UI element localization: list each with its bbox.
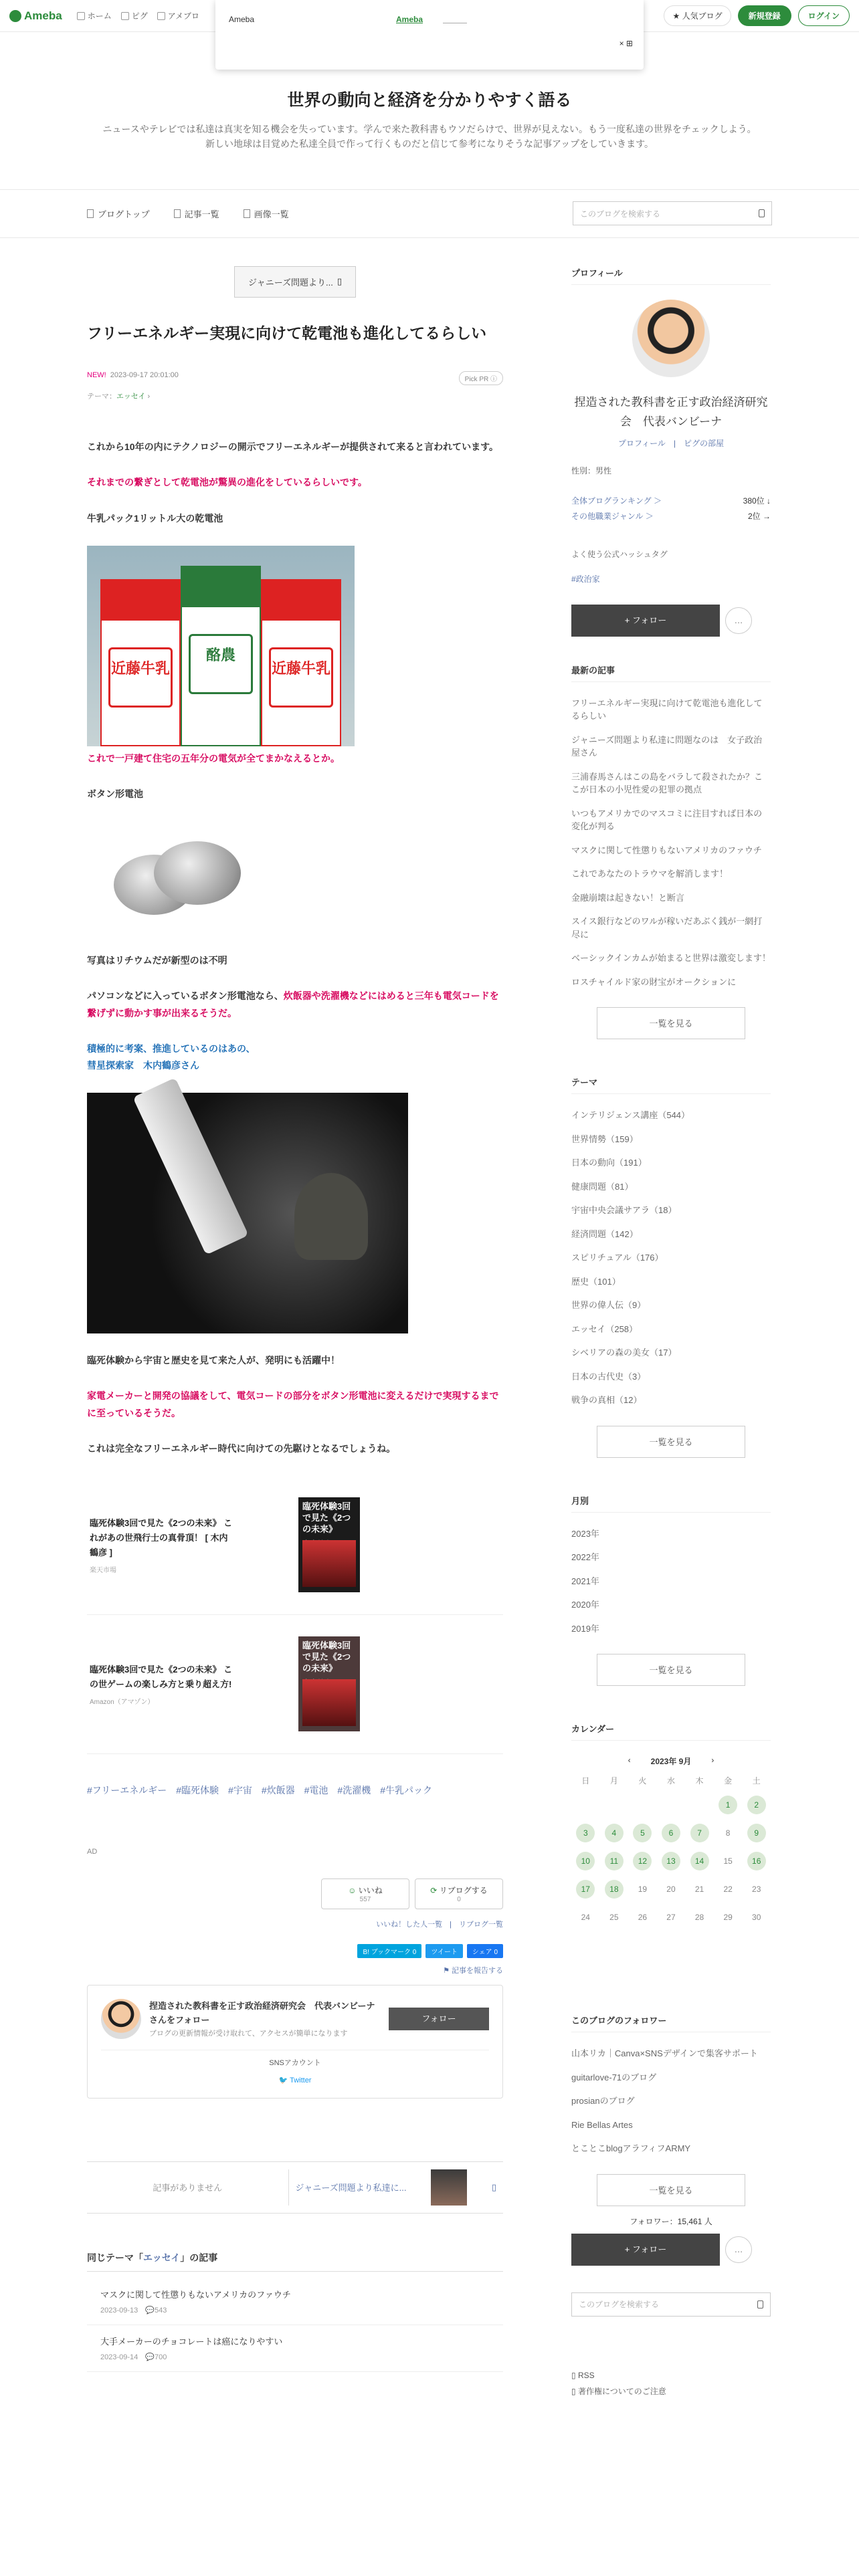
next-entry[interactable]: ジャニーズ問題より私達に... ▯	[288, 2169, 504, 2206]
hashtag-list	[87, 1784, 503, 1797]
image-caption: これで一戸建て住宅の五年分の電気が全てまかなえるとか。	[87, 752, 340, 764]
twitter-link[interactable]: 🐦 Twitter	[278, 2076, 312, 2084]
sidebar-follow-button[interactable]: + フォロー	[571, 605, 720, 637]
rss-link[interactable]: ▯ RSS	[571, 2370, 595, 2380]
list-item[interactable]: 2019年	[571, 1623, 599, 1634]
hashtag-link[interactable]: #宇宙	[228, 1784, 252, 1796]
list-item[interactable]: 山本リカ｜Canva×SNSデザインで集客サポート	[571, 2048, 758, 2059]
prev-entry: 記事がありません	[153, 2183, 223, 2193]
calendar-blank	[571, 1796, 600, 1814]
calendar-blank	[685, 1796, 714, 1814]
product-card[interactable]: 臨死体験3回で見た《2つの未来》 これがあの世飛行士の真骨頂！ [ 木内鶴彦 ] 楽天市場 臨死体験3回で見た《2つの未来》	[87, 1476, 503, 1615]
sidebar: プロフィール 捏造された教科書を正す政治経済研究会 代表バンビーナ プロフィール | ピグの部屋 性別：男性 全体ブログランキング ＞ 380位 ↓ その他職業ジャンル ＞ 2位 → よく使う公式ハッシュタグ #政治家 + フォロー … 最新の記事 フリーエネルギー実現に向けて乾電池も進化してるらしい ジャニーズ問題より私達に問題なのは 女子政治屋さん 三浦春馬さんはこの島をバラして殺されたか？ここが日本の小児性愛の犯罪の拠点 いつもアメリカでのマスコミに注目すれば日本の変化が判る マスクに関して性懲りもないアメリカのファウチ これであなたのトラウマを解消します！ 金融崩壊は起きない！と断言 スイス銀行などのワルが稼いだあぶく銭が一網打尽に ベーシックインカムが始まると世界は激変します！ ロスチャイルド家の財宝がオークションに 一覧を見る テーマ インテリジェンス講座（544） 世界情勢（159） 日本の動向（191） 健康問題（81） 宇宙中央会議サアラ（18） 経済問題（142） スピリチュアル（176） 歴史（101） 世界の偉人伝（9） エッセイ（258） シベリアの森の美女（17） 日本の古代史（3） 戦争の真相（12） 一覧を見る 月別 2023年 2022年 2021年 2020年 2019年 一覧を見る カレンダー ‹ 2023年 9月 › 日 月 火 水 木 金 土 1 2 3 4 5 6 7 8 9 10 11 12 13 14 15 16 17 18 19 20 21 22 23 24 25 26 27 28 29 30 このブログのフォロワー 山本リカ｜Canva×SNSデザインで集客サポート guitarlove-71のブログ prosianのブログ Rie Bellas Artes とことこblogアラフィフARMY 一覧を見る フォロワー：15,461 人 + フォロー … このブログを検索する ▯ RSS ▯ 著作権についてのご注意	[571, 238, 771, 2399]
list-item[interactable]: 宇宙中央会議サアラ（18）	[571, 1205, 677, 1216]
calendar-day: 28	[694, 1913, 704, 1923]
list-item[interactable]: prosianのブログ	[571, 2096, 635, 2107]
calendar-day[interactable]: 14	[690, 1852, 709, 1870]
ameba-logo[interactable]: Ameba	[9, 9, 62, 23]
chevron-right-icon: ▯	[491, 2181, 496, 2192]
page-icon	[87, 209, 94, 218]
ranking-link[interactable]: その他職業ジャンル ＞	[571, 511, 654, 521]
calendar-day[interactable]: 6	[662, 1824, 680, 1842]
person-figure	[294, 1173, 368, 1260]
blog-title[interactable]: 世界の動向と経済を分かりやすく語る	[287, 91, 572, 110]
ad-close-button[interactable]: × ⊞	[619, 39, 633, 48]
list-item[interactable]: ロスチャイルド家の財宝がオークションに	[571, 976, 737, 987]
milk-carton-battery-image[interactable]	[87, 546, 355, 746]
popular-blog-button[interactable]: ★ 人気ブログ	[664, 5, 731, 26]
list-item[interactable]: ベーシックインカムが始まると世界は激変します！	[571, 953, 771, 964]
article-meta	[87, 371, 503, 385]
tab-entry-list[interactable]: 記事一覧	[174, 207, 219, 220]
hashtag-link[interactable]: #政治家	[571, 574, 600, 584]
list-item[interactable]: 2022年	[571, 1552, 599, 1563]
paragraph: パソコンなどに入っているボタン形電池なら、炊飯器や洗濯機などにはめると三年も電気コードを繋げずに動かす事が出来るそうだ。	[87, 990, 499, 1018]
facebook-share-button[interactable]: シェア 0	[467, 1944, 503, 1958]
list-item[interactable]: マスクに関して性懲りもないアメリカのファウチ	[571, 845, 762, 855]
calendar-day[interactable]: 12	[633, 1852, 652, 1870]
copyright-link[interactable]: ▯ 著作権についてのご注意	[571, 2386, 666, 2396]
calendar-day: 8	[725, 1828, 731, 1838]
list-item[interactable]: 2020年	[571, 1600, 599, 1610]
hashtag-link[interactable]: #電池	[304, 1784, 328, 1796]
list-item[interactable]: 金融崩壊は起きない！と断言	[571, 892, 685, 903]
tweet-button[interactable]: ツイート	[425, 1944, 463, 1958]
calendar-day[interactable]: 13	[662, 1852, 680, 1870]
theme-list	[571, 1109, 771, 1407]
carton: 近藤牛乳	[100, 579, 181, 746]
calendar-prev-button[interactable]: ‹	[628, 1755, 631, 1765]
reblog-button[interactable]: ⟳ リブログする 0	[415, 1879, 503, 1909]
calendar-day: 29	[723, 1913, 733, 1923]
theme-link[interactable]: エッセイ	[116, 393, 146, 401]
more-button[interactable]: 一覧を見る	[597, 1426, 745, 1458]
telescope-tube	[132, 1078, 248, 1255]
pigg-icon	[121, 12, 129, 20]
list-item[interactable]: Rie Bellas Artes	[571, 2119, 633, 2130]
nav-pigg[interactable]: ピグ	[121, 10, 148, 21]
chevron-icon: ▯	[337, 276, 343, 287]
calendar-blank	[600, 1796, 629, 1814]
calendar-day[interactable]: 9	[747, 1824, 766, 1842]
calendar-day[interactable]: 2	[747, 1796, 766, 1814]
list-item[interactable]: 2023年	[571, 1528, 599, 1539]
like-icon: ☺	[348, 1885, 357, 1895]
hatena-bookmark-button[interactable]: B! ブックマーク 0	[357, 1944, 421, 1958]
home-icon	[77, 12, 85, 20]
same-theme-articles: 同じテーマ「エッセイ」の記事 マスクに関して性懲りもないアメリカのファウチ 2023-09-13 💬543 大手メーカーのチョコレートは癌になりやすい 2023-09-14 💬700	[87, 2251, 503, 2372]
calendar-day: 26	[638, 1913, 648, 1923]
theme-nav-button[interactable]: ジャニーズ問題より... ▯	[234, 266, 356, 298]
ranking-link[interactable]: 全体ブログランキング ＞	[571, 496, 662, 506]
hashtag-link[interactable]: #牛乳パック	[380, 1784, 433, 1796]
list-item[interactable]: 世界情勢（159）	[571, 1134, 638, 1144]
paragraph: 臨死体験から宇宙と歴史を見て来た人が、発明にも活躍中！	[87, 1355, 340, 1366]
coin-cell	[154, 841, 241, 905]
calendar-day: 23	[752, 1885, 761, 1895]
list-icon	[174, 209, 181, 218]
calendar-day: 22	[723, 1885, 733, 1895]
article-main	[87, 238, 503, 2399]
paragraph: ボタン形電池	[87, 788, 143, 800]
list-item[interactable]: 日本の古代史（3）	[571, 1371, 646, 1382]
calendar-day: 27	[666, 1913, 676, 1923]
list-item[interactable]: マスクに関して性懲りもないアメリカのファウチ 2023-09-13 💬543	[87, 2278, 503, 2325]
calendar-day: 15	[723, 1856, 733, 1866]
like-reblog-links[interactable]: いいね！した人一覧 | リブログ一覧	[376, 1920, 503, 1929]
article-theme: テーマ：エッセイ ›	[87, 393, 151, 401]
paragraph: 家電メーカーと開発の協議をして、電気コードの部分をボタン形電池に変えるだけで実現するまでに至っているそうだ。	[87, 1390, 499, 1418]
list-item[interactable]: 経済問題（142）	[571, 1228, 638, 1239]
list-item[interactable]: フリーエネルギー実現に向けて乾電池も進化してるらしい	[571, 697, 763, 722]
blog-tabs	[0, 190, 859, 238]
calendar-day: 30	[752, 1913, 761, 1923]
list-item[interactable]: シベリアの森の美女（17）	[571, 1348, 677, 1358]
tab-blog-top[interactable]: ブログトップ	[87, 207, 150, 220]
paragraph: これは完全なフリーエネルギー時代に向けての先駆けとなるでしょうね。	[87, 1442, 396, 1454]
report-link[interactable]: ⚑ 記事を報告する	[443, 1966, 503, 1975]
article-title[interactable]: フリーエネルギー実現に向けて乾電池も進化してるらしい	[87, 324, 487, 342]
month-list	[571, 1527, 771, 1636]
rss-icon: ▯	[571, 2370, 576, 2380]
list-item[interactable]: いつもアメリカでのマスコミに注目すれば日本の変化が判る	[571, 808, 763, 832]
calendar-grid: 日 月 火 水 木 金 土 1 2 3 4 5 6 7 8 9 10 11 12 13 14 15 16 17 18 19 20 21 22 23 24 25 26 27 28 29 30	[571, 1775, 771, 1927]
login-button[interactable]: ログイン	[798, 5, 850, 26]
image-icon	[244, 209, 250, 218]
hashtag-link[interactable]: #臨死体験	[176, 1784, 219, 1796]
hashtag-link[interactable]: #フリーエネルギー	[87, 1784, 167, 1796]
list-item[interactable]: 大手メーカーのチョコレートは癌になりやすい 2023-09-14 💬700	[87, 2325, 503, 2372]
pickpr-badge[interactable]: Pick PR ⓘ	[459, 371, 503, 385]
article-date: 2023-09-17 20:01:00	[110, 371, 179, 380]
list-item[interactable]: インテリジェンス講座（544）	[571, 1110, 690, 1121]
calendar-day: 20	[666, 1885, 676, 1895]
paragraph: 写真はリチウムだが新型のは不明	[87, 955, 227, 966]
new-badge: NEW!	[87, 371, 106, 380]
blog-description-1: ニュースやテレビでは私達は真実を知る機会を失っています。学んで来た教科書もウソだらけで、世界が見えない。もう一度私達の世界をチェックしよう。	[102, 124, 757, 134]
calendar-day[interactable]: 17	[576, 1880, 595, 1899]
calendar-day: 21	[694, 1885, 704, 1895]
paragraph: それまでの繋ぎとして乾電池が驚異の進化をしているらしいです。	[87, 477, 367, 488]
list-item[interactable]: エッセイ（258）	[571, 1323, 638, 1334]
latest-articles	[571, 697, 771, 989]
button-battery-image[interactable]	[87, 821, 254, 942]
paragraph: 積極的に考案、推進しているのはあの、 彗星探索家 木内鶴彦さん	[87, 1043, 256, 1071]
blog-search-input[interactable]: このブログを検索する	[573, 201, 772, 225]
follower-list	[571, 2047, 771, 2155]
hashtag-link[interactable]: #洗濯機	[337, 1784, 371, 1796]
profile-links[interactable]: プロフィール | ピグの部屋	[618, 438, 724, 448]
calendar-next-button[interactable]: ›	[711, 1755, 714, 1765]
ameblo-icon	[157, 12, 165, 20]
list-item[interactable]: とことこblogアラフィフARMY	[571, 2143, 691, 2154]
calendar-day[interactable]: 7	[690, 1824, 709, 1842]
list-item[interactable]: 戦争の真相（12）	[571, 1395, 642, 1406]
hashtag-link[interactable]: #炊飯器	[261, 1784, 295, 1796]
ad-popup	[215, 0, 644, 70]
calendar-day[interactable]: 16	[747, 1852, 766, 1870]
blog-description-2: 新しい地球は目覚めた私達全員で作って行くものだと信じて参考になりそうな記事アップをしていきます。	[205, 138, 654, 150]
calendar-blank	[628, 1796, 657, 1814]
tab-image-list[interactable]: 画像一覧	[244, 207, 289, 220]
search-icon[interactable]	[757, 2300, 763, 2309]
book-cover: 臨死体験3回で見た《2つの未来》	[298, 1497, 360, 1592]
list-item[interactable]: スイス銀行などのワルが稼いだあぶく銭が一網打尽に	[571, 916, 763, 940]
list-item[interactable]: 日本の動向（191）	[571, 1158, 647, 1168]
calendar-day: 19	[638, 1885, 648, 1895]
signup-button[interactable]: 新規登録	[738, 5, 791, 26]
follow-button[interactable]: フォロー	[389, 2008, 489, 2030]
more-button[interactable]: 一覧を見る	[597, 1007, 745, 1039]
telescope-photo[interactable]	[87, 1093, 408, 1333]
calendar	[571, 1755, 771, 1927]
follower-count: フォロワー：15,461 人	[630, 2216, 712, 2226]
more-icon[interactable]: …	[725, 2236, 752, 2263]
calendar-day[interactable]: 10	[576, 1852, 595, 1870]
reblog-icon: ⟳	[430, 1885, 438, 1895]
calendar-day[interactable]: 11	[605, 1852, 624, 1870]
list-item[interactable]: 健康問題（81）	[571, 1181, 634, 1192]
list-item[interactable]: ジャニーズ問題より私達に問題なのは 女子政治屋さん	[571, 734, 763, 758]
next-thumbnail	[431, 2169, 467, 2206]
calendar-day[interactable]: 18	[605, 1880, 624, 1899]
calendar-day: 25	[609, 1913, 619, 1923]
calendar-day[interactable]: 4	[605, 1824, 624, 1842]
calendar-day: 24	[581, 1913, 590, 1923]
avatar	[101, 1999, 141, 2039]
carton: 酪農	[181, 566, 261, 746]
global-header	[0, 0, 859, 48]
more-icon[interactable]: …	[725, 607, 752, 634]
list-item[interactable]: 世界の偉人伝（9）	[571, 1300, 646, 1311]
calendar-day[interactable]: 5	[633, 1824, 652, 1842]
profile-name[interactable]: 捏造された教科書を正す政治経済研究会 代表バンビーナ	[574, 395, 768, 428]
nav-ameblo[interactable]: アメブロ	[157, 10, 199, 21]
product-card[interactable]: 臨死体験3回で見た《2つの未来》 この世ゲームの楽しみ方と乗り超え方! Amazon（アマゾン） 臨死体験3回で見た《2つの未来》	[87, 1615, 503, 1754]
paragraph: 牛乳パック1リットル大の乾電池	[87, 512, 223, 524]
list-item[interactable]: guitarlove-71のブログ	[571, 2072, 657, 2082]
book-cover: 臨死体験3回で見た《2つの未来》	[298, 1636, 360, 1731]
ameba-logo-icon	[9, 10, 21, 22]
list-item[interactable]: これであなたのトラウマを解消します！	[571, 869, 729, 879]
sidebar-follow-button[interactable]: + フォロー	[571, 2234, 720, 2266]
profile-avatar[interactable]	[632, 300, 710, 377]
list-item[interactable]: 歴史（101）	[571, 1276, 621, 1287]
calendar-day[interactable]: 1	[719, 1796, 737, 1814]
calendar-blank	[657, 1796, 686, 1814]
ad-popup-brand: Ameba	[229, 15, 255, 24]
global-nav	[77, 10, 199, 21]
list-item[interactable]: スピリチュアル（176）	[571, 1253, 664, 1263]
prev-next-nav	[87, 2161, 503, 2214]
like-button[interactable]: ☺ いいね 557	[321, 1879, 409, 1909]
calendar-day[interactable]: 3	[576, 1824, 595, 1842]
sidebar-search-input[interactable]: このブログを検索する	[571, 2292, 771, 2317]
ad-popup-link[interactable]: Ameba	[396, 15, 423, 24]
calendar-title: 2023年 9月	[650, 1757, 692, 1767]
more-button[interactable]: 一覧を見る	[597, 1654, 745, 1686]
article-body	[87, 439, 503, 1457]
info-icon: ▯	[571, 2386, 576, 2396]
paragraph: これから10年の内にテクノロジーの開示でフリーエネルギーが提供されて来ると言われています。	[87, 441, 499, 453]
list-item[interactable]: 三浦春馬さんはこの島をバラして殺されたか？ここが日本の小児性愛の犯罪の拠点	[571, 771, 763, 795]
follow-box: 捏造された教科書を正す政治経済研究会 代表バンビーナさんをフォロー ブログの更新情報が受け取れて、アクセスが簡単になります フォロー SNSアカウント 🐦 Twitter	[87, 1985, 503, 2099]
nav-home[interactable]: ホーム	[77, 10, 112, 21]
carton: 近藤牛乳	[261, 579, 341, 746]
list-item[interactable]: 2021年	[571, 1576, 599, 1586]
search-icon[interactable]	[759, 209, 765, 217]
ad-label: AD	[87, 1847, 98, 1856]
more-button[interactable]: 一覧を見る	[597, 2174, 745, 2206]
